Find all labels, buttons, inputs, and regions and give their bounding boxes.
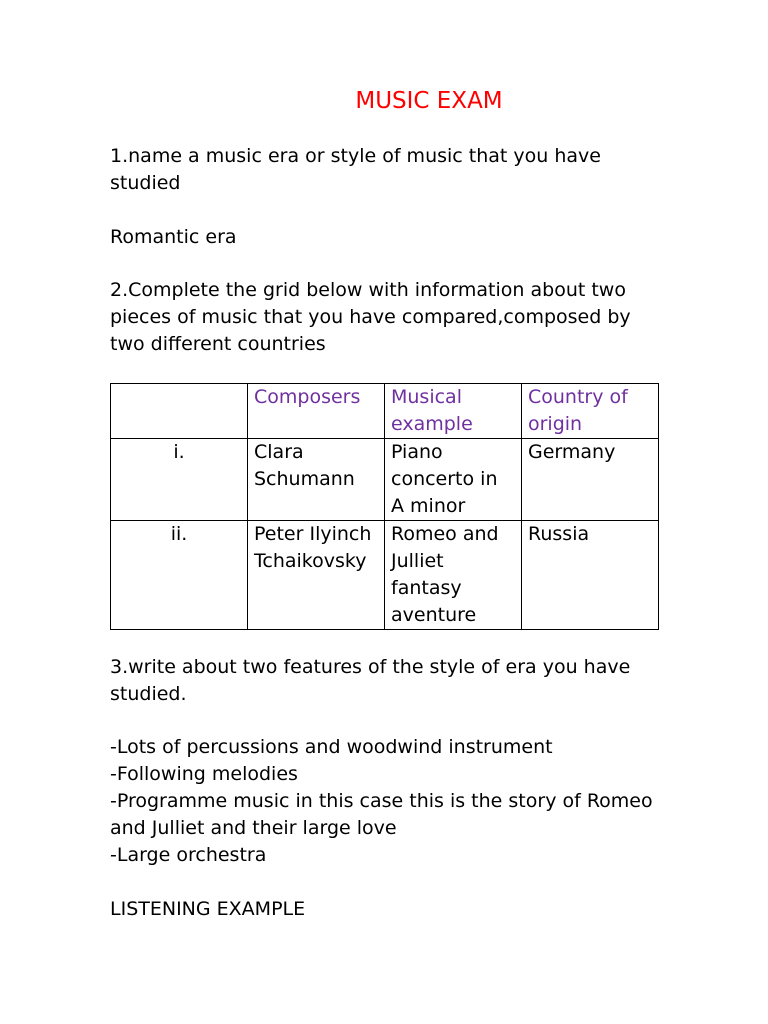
composer-line: Tchaikovsky [254,550,367,572]
header-cell-empty [111,384,248,439]
table-header-row [111,384,659,439]
example-line: Julliet [391,550,444,572]
composer-cell [248,521,385,630]
answer-item: and Julliet and their large love [110,817,397,839]
example-cell [385,439,522,521]
header-country-line-2: origin [528,413,583,435]
composer-cell [248,439,385,521]
header-example-line-2: example [391,413,473,435]
header-example-line-1: Musical [391,386,462,408]
table-row [111,521,659,630]
header-composers-line: Composers [254,386,361,408]
question-2-line-2: pieces of music that you have compared,composed by [110,306,631,328]
question-3-line-2: studied. [110,683,187,705]
country-line: Russia [528,523,590,545]
exam-title: MUSIC EXAM [355,88,503,114]
question-1-line-1: 1.name a music era or style of music that you have [110,145,601,167]
header-country-line-1: Country of [528,386,628,408]
example-line: concerto in [391,468,498,490]
question-1-answer: Romantic era [110,226,237,248]
row-number: i. [111,439,248,521]
question-2-line-1: 2.Complete the grid below with information about two [110,279,626,301]
country-cell [522,521,659,630]
country-cell [522,439,659,521]
answer-item: -Lots of percussions and woodwind instrument [110,736,553,758]
composer-line: Schumann [254,468,355,490]
example-line: fantasy [391,577,462,599]
header-musical-example [385,384,522,439]
answer-item: -Large orchestra [110,844,267,866]
header-composers [248,384,385,439]
row-number: ii. [111,521,248,630]
example-cell [385,521,522,630]
composer-line: Clara [254,441,304,463]
composer-line: Peter Ilyinch [254,523,372,545]
example-line: Piano [391,441,443,463]
answer-item: -Programme music in this case this is the story of Romeo [110,790,653,812]
listening-example-heading: LISTENING EXAMPLE [110,898,306,920]
answer-item: -Following melodies [110,763,298,785]
example-line: A minor [391,495,466,517]
table-row [111,439,659,521]
comparison-table [110,383,659,630]
example-line: Romeo and [391,523,499,545]
question-3-line-1: 3.write about two features of the style of era you have [110,656,631,678]
question-1-line-2: studied [110,172,181,194]
country-line: Germany [528,441,616,463]
question-2-line-3: two different countries [110,333,326,355]
header-country-of-origin [522,384,659,439]
example-line: aventure [391,604,477,626]
